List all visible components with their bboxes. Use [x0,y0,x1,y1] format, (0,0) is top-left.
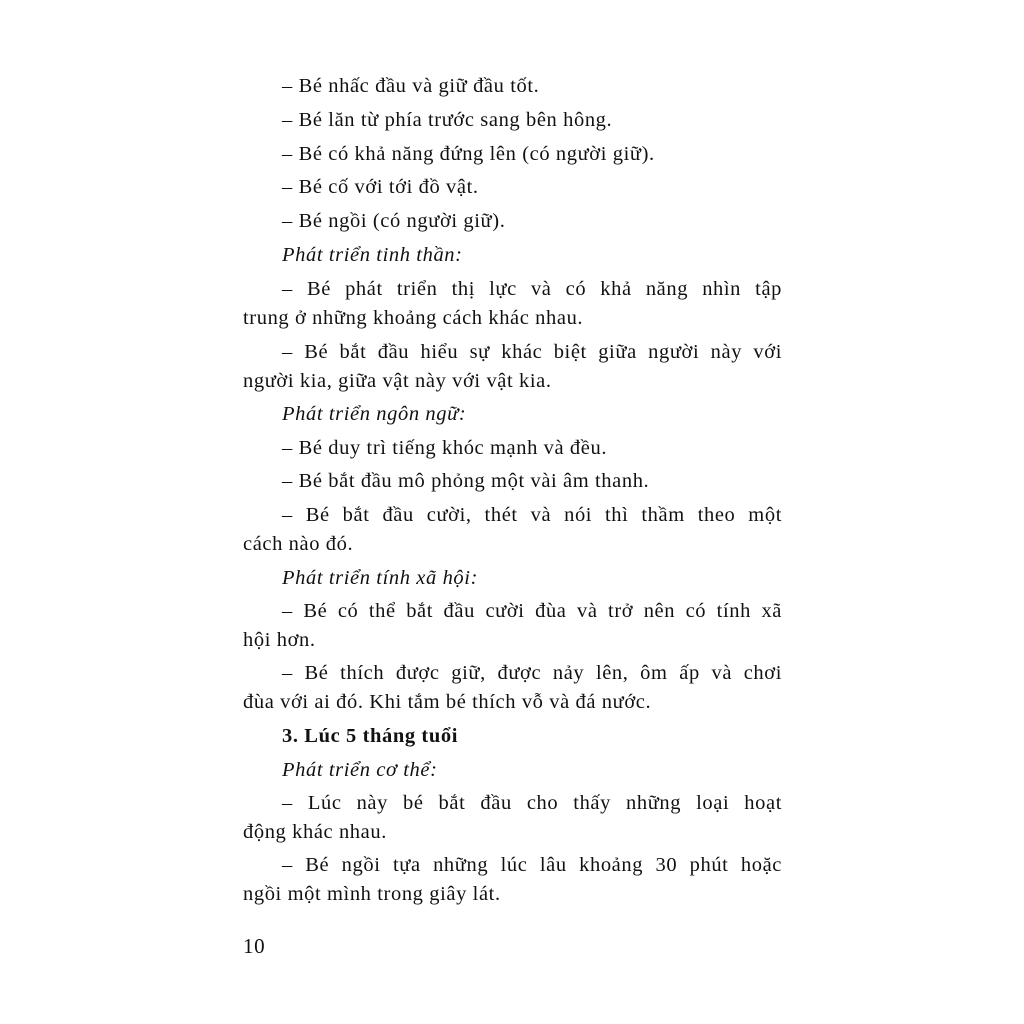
subheading: Phát triển ngôn ngữ: [282,403,467,425]
body-line: – Bé cố với tới đồ vật. [282,176,479,198]
body-line: – Bé nhấc đầu và giữ đầu tốt. [282,75,540,97]
body-line: người kia, giữa vật này với vật kia. [243,370,552,392]
body-line: – Bé có khả năng đứng lên (có người giữ). [282,143,655,165]
body-line: – Bé có thể bắt đầu cười đùa và trở nên có tính xã [282,600,782,622]
section-heading: 3. Lúc 5 tháng tuổi [282,725,459,747]
body-line: – Bé bắt đầu cười, thét và nói thì thầm theo một [282,504,782,526]
body-line: – Bé phát triển thị lực và có khả năng nhìn tập [282,278,782,300]
body-line: – Bé ngồi (có người giữ). [282,210,506,232]
body-line: trung ở những khoảng cách khác nhau. [243,307,584,329]
subheading: Phát triển tinh thần: [282,244,463,266]
body-line: – Lúc này bé bắt đầu cho thấy những loại hoạt [282,792,782,814]
body-line: – Bé thích được giữ, được nảy lên, ôm ấp và chơi [282,662,782,684]
body-line: – Bé duy trì tiếng khóc mạnh và đều. [282,437,608,459]
body-line: cách nào đó. [243,533,354,555]
body-line: – Bé bắt đầu mô phỏng một vài âm thanh. [282,470,650,492]
subheading: Phát triển cơ thể: [282,759,438,781]
page-number: 10 [243,934,266,958]
body-line: – Bé lăn từ phía trước sang bên hông. [282,109,613,131]
body-line: đùa với ai đó. Khi tắm bé thích vỗ và đá nước. [243,691,652,713]
body-line: ngồi một mình trong giây lát. [243,883,501,905]
body-line: – Bé ngồi tựa những lúc lâu khoảng 30 phút hoặc [282,854,782,876]
body-line: động khác nhau. [243,821,387,843]
body-line: hội hơn. [243,629,316,651]
body-line: – Bé bắt đầu hiểu sự khác biệt giữa người này với [282,341,782,363]
subheading: Phát triển tính xã hội: [282,567,478,589]
